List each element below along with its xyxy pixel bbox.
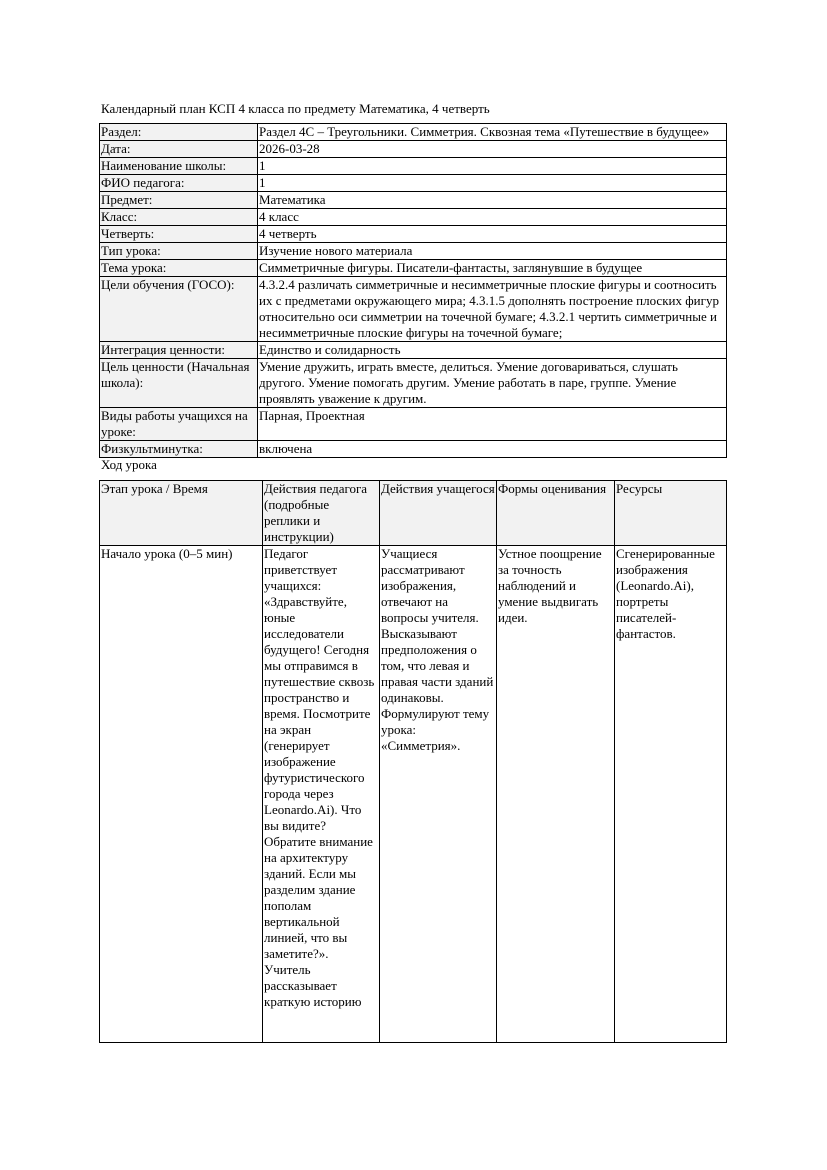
info-value: Изучение нового материала bbox=[258, 243, 727, 260]
column-header-student: Действия учащегося bbox=[380, 481, 497, 546]
cell-teacher-actions: Педагог приветствует учащихся: «Здравствуйте, юные исследователи будущего! Сегодня мы отправимся в путешествие сквозь пространство и время. Посмотрите на экран (генерирует изображение футуристического города через Leonardo.Ai). Что вы видите? Обратите внимание на архитектуру зданий. Если мы разделим здание пополам вертикальной линией, что вы заметите?». Учитель рассказывает краткую историю bbox=[263, 546, 380, 1043]
info-row-quarter bbox=[100, 226, 727, 243]
column-header-resources: Ресурсы bbox=[615, 481, 727, 546]
info-value: 4 класс bbox=[258, 209, 727, 226]
info-value: 1 bbox=[258, 175, 727, 192]
document-page bbox=[99, 100, 727, 1043]
info-value: 4.3.2.4 различать симметричные и несимметричные плоские фигуры и соотносить их с предметами окружающего мира; 4.3.1.5 дополнять построение плоских фигур относительно оси симметрии на точечной бумаге; 4.3.2.1 чертить симметричные и несимметричные плоские фигуры на точечной бумаге; bbox=[258, 277, 727, 342]
info-row-goals bbox=[100, 277, 727, 342]
column-header-teacher: Действия педагога (подробные реплики и инструкции) bbox=[263, 481, 380, 546]
table-header-row bbox=[100, 481, 727, 546]
info-value: 4 четверть bbox=[258, 226, 727, 243]
info-row-school bbox=[100, 158, 727, 175]
cell-stage: Начало урока (0–5 мин) bbox=[100, 546, 263, 1043]
info-row-teacher bbox=[100, 175, 727, 192]
info-row-grade bbox=[100, 209, 727, 226]
info-key: Дата: bbox=[100, 141, 258, 158]
section-heading: Ход урока bbox=[101, 457, 157, 472]
info-key: Класс: bbox=[100, 209, 258, 226]
info-value: Единство и солидарность bbox=[258, 342, 727, 359]
info-value: Парная, Проектная bbox=[258, 408, 727, 441]
info-key: Виды работы учащихся на уроке: bbox=[100, 408, 258, 441]
info-value: 1 bbox=[258, 158, 727, 175]
info-row-value-goal bbox=[100, 359, 727, 408]
info-key: Физкультминутка: bbox=[100, 441, 258, 458]
info-value: Симметричные фигуры. Писатели-фантасты, заглянувшие в будущее bbox=[258, 260, 727, 277]
cell-resources: Сгенерированные изображения (Leonardo.Ai), портреты писателей-фантастов. bbox=[615, 546, 727, 1043]
info-key: Цели обучения (ГОСО): bbox=[100, 277, 258, 342]
document-title: Календарный план КСП 4 класса по предмету Математика, 4 четверть bbox=[101, 101, 490, 116]
info-row-subject bbox=[100, 192, 727, 209]
info-value: 2026-03-28 bbox=[258, 141, 727, 158]
info-row-section bbox=[100, 124, 727, 141]
info-row-phys-break bbox=[100, 441, 727, 458]
info-key: Тип урока: bbox=[100, 243, 258, 260]
info-key: Четверть: bbox=[100, 226, 258, 243]
info-key: Раздел: bbox=[100, 124, 258, 141]
info-value: Умение дружить, играть вместе, делиться. Умение договариваться, слушать другого. Умение помогать другим. Умение работать в паре, группе. Умение проявлять уважение к другим. bbox=[258, 359, 727, 408]
info-key: Цель ценности (Начальная школа): bbox=[100, 359, 258, 408]
lesson-info-table bbox=[99, 123, 727, 458]
column-header-stage: Этап урока / Время bbox=[100, 481, 263, 546]
info-row-work-types bbox=[100, 408, 727, 441]
info-key: ФИО педагога: bbox=[100, 175, 258, 192]
info-value: Раздел 4С – Треугольники. Симметрия. Сквозная тема «Путешествие в будущее» bbox=[258, 124, 727, 141]
info-key: Предмет: bbox=[100, 192, 258, 209]
info-row-value-integration bbox=[100, 342, 727, 359]
info-key: Интеграция ценности: bbox=[100, 342, 258, 359]
info-row-date bbox=[100, 141, 727, 158]
info-key: Тема урока: bbox=[100, 260, 258, 277]
cell-student-actions: Учащиеся рассматривают изображения, отвечают на вопросы учителя. Высказывают предположения о том, что левая и правая части зданий одинаковы. Формулируют тему урока: «Симметрия». bbox=[380, 546, 497, 1043]
info-value: включена bbox=[258, 441, 727, 458]
info-row-lesson-type bbox=[100, 243, 727, 260]
cell-assessment: Устное поощрение за точность наблюдений и умение выдвигать идеи. bbox=[497, 546, 615, 1043]
column-header-assessment: Формы оценивания bbox=[497, 481, 615, 546]
lesson-flow-table bbox=[99, 480, 727, 1043]
info-row-topic bbox=[100, 260, 727, 277]
info-key: Наименование школы: bbox=[100, 158, 258, 175]
info-value: Математика bbox=[258, 192, 727, 209]
table-row bbox=[100, 546, 727, 1043]
